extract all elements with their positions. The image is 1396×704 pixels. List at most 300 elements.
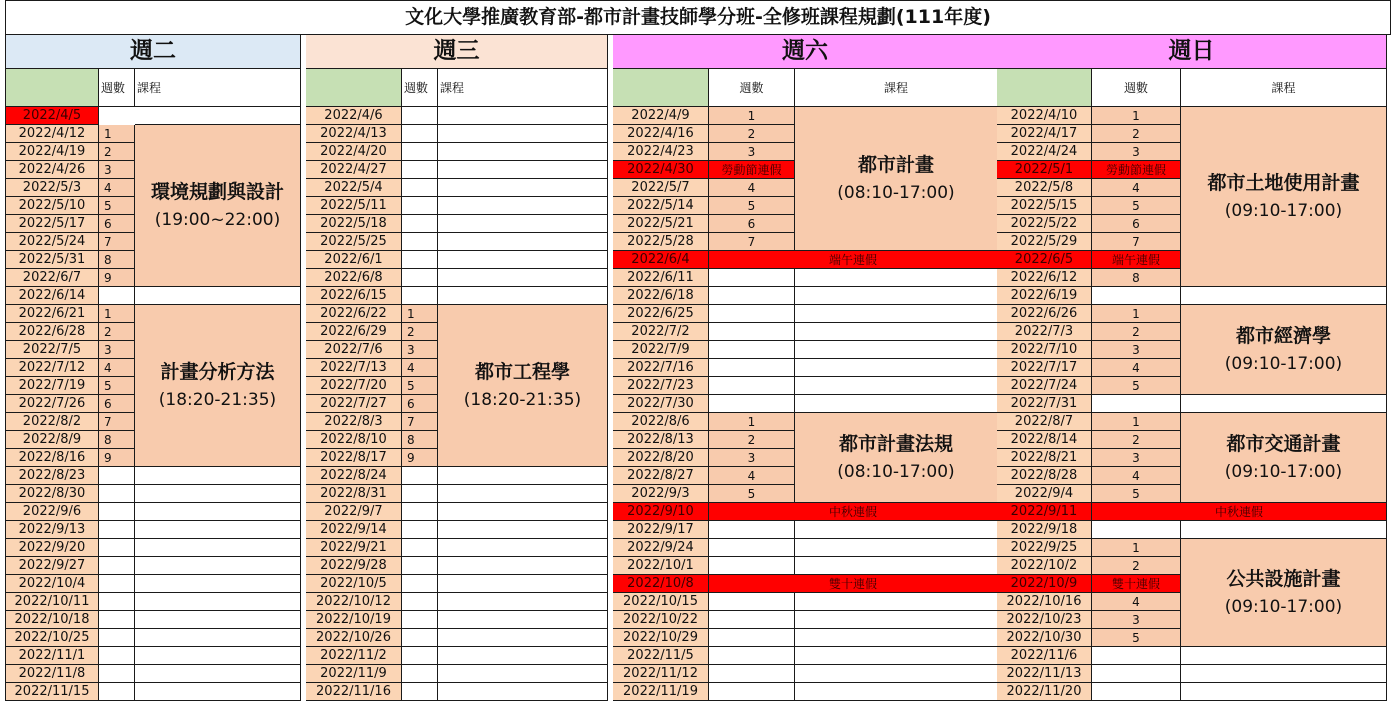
date-cell: 2022/6/21: [5, 305, 99, 323]
date-cell: 2022/6/15: [306, 287, 402, 305]
week-number: [99, 287, 135, 305]
week-number: [709, 287, 795, 305]
date-cell: 2022/6/25: [613, 305, 709, 323]
week-number: 1: [1092, 413, 1181, 431]
weeks-header: 週數: [709, 69, 795, 107]
date-cell: 2022/6/1: [306, 251, 402, 269]
date-cell: 2022/7/23: [613, 377, 709, 395]
week-number: 3: [99, 161, 135, 179]
course-header: 課程: [1181, 69, 1387, 107]
week-number: 8: [99, 251, 135, 269]
course-blank: [135, 557, 301, 575]
course-name: 公共設施計畫: [1226, 567, 1341, 590]
week-number: 4: [402, 359, 438, 377]
course-blank: [438, 593, 608, 611]
course-blank: [795, 539, 998, 557]
course-blank: [438, 161, 608, 179]
week-number: [709, 593, 795, 611]
week-number: [402, 197, 438, 215]
week-number: [402, 539, 438, 557]
date-cell: 2022/10/5: [306, 575, 402, 593]
holiday-label: 雙十連假: [709, 575, 998, 593]
week-number: [402, 269, 438, 287]
date-cell: 2022/5/3: [5, 179, 99, 197]
sheet-title: 文化大學推廣教育部-都市計畫技師學分班-全修班課程規劃(111年度): [5, 0, 1391, 35]
course-blank: [1181, 287, 1387, 305]
date-cell: 2022/8/21: [997, 449, 1092, 467]
date-cell: 2022/9/20: [5, 539, 99, 557]
course-time: (09:10-17:00): [1224, 353, 1343, 374]
date-cell: 2022/9/25: [997, 539, 1092, 557]
course-blank: [135, 485, 301, 503]
week-number: 9: [99, 449, 135, 467]
date-cell: 2022/8/9: [5, 431, 99, 449]
date-cell: 2022/5/18: [306, 215, 402, 233]
date-cell: 2022/5/31: [5, 251, 99, 269]
week-number: [709, 629, 795, 647]
course-time: (18:20-21:35): [463, 389, 582, 410]
date-cell: 2022/9/21: [306, 539, 402, 557]
week-number: [709, 521, 795, 539]
date-cell: 2022/4/20: [306, 143, 402, 161]
week-number: [1092, 287, 1181, 305]
course-blank: [1181, 395, 1387, 413]
weeks-header: 週數: [1092, 69, 1181, 107]
course-block: [1181, 305, 1387, 395]
week-number: [1092, 665, 1181, 683]
week-number: [709, 539, 795, 557]
week-number: [402, 125, 438, 143]
course-blank: [1181, 665, 1387, 683]
holiday-label: 端午連假: [1092, 251, 1181, 269]
week-number: 3: [1092, 611, 1181, 629]
week-number: 4: [709, 467, 795, 485]
week-number: 3: [709, 143, 795, 161]
date-cell: 2022/10/8: [613, 575, 709, 593]
weeks-header: 週數: [99, 69, 135, 107]
date-cell: 2022/9/6: [5, 503, 99, 521]
week-number: 3: [1092, 449, 1181, 467]
date-header-blank: [5, 69, 99, 107]
week-number: [1092, 521, 1181, 539]
date-cell: 2022/10/12: [306, 593, 402, 611]
date-cell: 2022/8/2: [5, 413, 99, 431]
course-block: [438, 305, 608, 467]
date-cell: 2022/9/28: [306, 557, 402, 575]
date-cell: 2022/9/4: [997, 485, 1092, 503]
date-cell: 2022/5/15: [997, 197, 1092, 215]
week-number: 5: [99, 377, 135, 395]
course-blank: [795, 629, 998, 647]
date-cell: 2022/9/13: [5, 521, 99, 539]
date-cell: 2022/11/13: [997, 665, 1092, 683]
day-header-sun: 週日: [997, 35, 1387, 69]
holiday-label: 勞動節連假: [1092, 161, 1181, 179]
weeks-header: 週數: [402, 69, 438, 107]
date-cell: 2022/10/19: [306, 611, 402, 629]
date-header-blank: [997, 69, 1092, 107]
course-blank: [135, 539, 301, 557]
course-blank: [795, 287, 998, 305]
date-cell: 2022/5/24: [5, 233, 99, 251]
week-number: 3: [1092, 143, 1181, 161]
course-block: [1181, 413, 1387, 503]
week-number: 4: [99, 359, 135, 377]
date-cell: 2022/4/16: [613, 125, 709, 143]
week-number: 4: [1092, 179, 1181, 197]
week-number: [402, 593, 438, 611]
date-cell: 2022/6/19: [997, 287, 1092, 305]
date-cell: 2022/8/7: [997, 413, 1092, 431]
course-blank: [795, 611, 998, 629]
date-cell: 2022/4/26: [5, 161, 99, 179]
date-cell: 2022/8/31: [306, 485, 402, 503]
course-blank: [438, 179, 608, 197]
course-blank: [795, 521, 998, 539]
week-number: [1092, 647, 1181, 665]
week-number: 1: [1092, 305, 1181, 323]
date-cell: 2022/7/27: [306, 395, 402, 413]
date-cell: 2022/7/26: [5, 395, 99, 413]
date-cell: 2022/6/22: [306, 305, 402, 323]
course-block: [135, 305, 301, 467]
course-blank: [438, 467, 608, 485]
course-blank: [795, 665, 998, 683]
week-number: [99, 593, 135, 611]
week-number: 5: [1092, 485, 1181, 503]
week-number: [709, 341, 795, 359]
course-header: 課程: [135, 69, 301, 107]
date-cell: 2022/5/4: [306, 179, 402, 197]
course-blank: [135, 521, 301, 539]
date-cell: 2022/4/13: [306, 125, 402, 143]
course-blank: [135, 665, 301, 683]
course-blank: [795, 647, 998, 665]
course-blank: [795, 395, 998, 413]
course-block: [795, 107, 998, 251]
date-cell: 2022/8/24: [306, 467, 402, 485]
date-cell: 2022/7/17: [997, 359, 1092, 377]
week-number: 1: [99, 125, 135, 143]
week-number: [99, 539, 135, 557]
date-cell: 2022/10/26: [306, 629, 402, 647]
date-cell: 2022/9/24: [613, 539, 709, 557]
course-time: (09:10-17:00): [1224, 200, 1343, 221]
course-blank: [438, 287, 608, 305]
date-cell: 2022/10/11: [5, 593, 99, 611]
course-blank: [1181, 647, 1387, 665]
week-number: 4: [709, 179, 795, 197]
date-cell: 2022/10/16: [997, 593, 1092, 611]
course-block: [1181, 539, 1387, 647]
date-cell: 2022/7/20: [306, 377, 402, 395]
date-cell: 2022/6/12: [997, 269, 1092, 287]
week-number: 5: [99, 197, 135, 215]
date-cell: 2022/11/1: [5, 647, 99, 665]
date-cell: 2022/4/27: [306, 161, 402, 179]
week-number: [402, 683, 438, 701]
week-number: [402, 629, 438, 647]
course-blank: [135, 683, 301, 701]
week-number: 6: [99, 395, 135, 413]
week-number: [709, 377, 795, 395]
week-number: 1: [99, 305, 135, 323]
course-name: 都市工程學: [474, 360, 570, 383]
date-cell: 2022/4/24: [997, 143, 1092, 161]
course-name: 都市計畫法規: [838, 432, 953, 455]
course-blank: [438, 197, 608, 215]
course-blank: [1181, 683, 1387, 701]
course-time: (09:10-17:00): [1224, 596, 1343, 617]
date-cell: 2022/7/9: [613, 341, 709, 359]
week-number: [709, 647, 795, 665]
course-time: (08:10-17:00): [837, 182, 955, 203]
week-number: [402, 665, 438, 683]
week-number: 3: [402, 341, 438, 359]
course-blank: [438, 647, 608, 665]
course-blank: [438, 485, 608, 503]
week-number: 2: [1092, 125, 1181, 143]
course-blank: [795, 593, 998, 611]
date-cell: 2022/11/15: [5, 683, 99, 701]
holiday-label: 勞動節連假: [709, 161, 795, 179]
date-cell: 2022/6/28: [5, 323, 99, 341]
date-cell: 2022/9/7: [306, 503, 402, 521]
week-number: [99, 665, 135, 683]
week-number: [402, 467, 438, 485]
date-cell: 2022/5/22: [997, 215, 1092, 233]
week-number: 7: [402, 413, 438, 431]
week-number: [99, 629, 135, 647]
course-blank: [795, 341, 998, 359]
week-number: 4: [1092, 593, 1181, 611]
week-number: 7: [709, 233, 795, 251]
week-number: 2: [709, 125, 795, 143]
date-cell: 2022/6/29: [306, 323, 402, 341]
date-cell: 2022/5/17: [5, 215, 99, 233]
course-blank: [135, 467, 301, 485]
date-cell: 2022/8/3: [306, 413, 402, 431]
day-header-tue: 週二: [5, 35, 301, 69]
course-blank: [438, 215, 608, 233]
week-number: [402, 503, 438, 521]
week-number: 5: [1092, 377, 1181, 395]
week-number: [99, 467, 135, 485]
date-cell: 2022/11/20: [997, 683, 1092, 701]
week-number: [402, 575, 438, 593]
date-cell: 2022/4/5: [5, 107, 99, 125]
week-number: 7: [1092, 233, 1181, 251]
week-number: [709, 611, 795, 629]
date-cell: 2022/7/6: [306, 341, 402, 359]
week-number: [99, 521, 135, 539]
week-number: 9: [402, 449, 438, 467]
course-blank: [438, 683, 608, 701]
date-cell: 2022/8/20: [613, 449, 709, 467]
date-cell: 2022/6/5: [997, 251, 1092, 269]
date-cell: 2022/4/19: [5, 143, 99, 161]
week-number: [709, 305, 795, 323]
course-blank: [1181, 521, 1387, 539]
week-number: [99, 647, 135, 665]
date-cell: 2022/5/11: [306, 197, 402, 215]
holiday-label: 端午連假: [709, 251, 998, 269]
date-cell: 2022/10/9: [997, 575, 1092, 593]
course-blank: [438, 503, 608, 521]
date-cell: 2022/9/17: [613, 521, 709, 539]
course-blank: [795, 683, 998, 701]
course-blank: [438, 629, 608, 647]
date-cell: 2022/11/19: [613, 683, 709, 701]
course-name: 環境規劃與設計: [150, 180, 284, 203]
week-number: [402, 647, 438, 665]
course-time: (18:20-21:35): [158, 389, 277, 410]
week-number: 2: [402, 323, 438, 341]
week-number: 1: [709, 413, 795, 431]
date-cell: 2022/8/17: [306, 449, 402, 467]
course-blank: [438, 521, 608, 539]
week-number: 7: [99, 413, 135, 431]
course-blank: [438, 125, 608, 143]
course-time: (08:10-17:00): [837, 461, 955, 482]
date-cell: 2022/10/30: [997, 629, 1092, 647]
holiday-label: 中秋連假: [709, 503, 998, 521]
date-cell: 2022/8/6: [613, 413, 709, 431]
date-cell: 2022/4/9: [613, 107, 709, 125]
date-cell: 2022/11/8: [5, 665, 99, 683]
date-cell: 2022/7/13: [306, 359, 402, 377]
week-number: 5: [709, 197, 795, 215]
course-blank: [795, 377, 998, 395]
week-number: [402, 287, 438, 305]
date-cell: 2022/5/1: [997, 161, 1092, 179]
date-cell: 2022/7/12: [5, 359, 99, 377]
date-cell: 2022/4/6: [306, 107, 402, 125]
date-cell: 2022/7/2: [613, 323, 709, 341]
date-cell: 2022/4/30: [613, 161, 709, 179]
date-cell: 2022/10/29: [613, 629, 709, 647]
week-number: [402, 521, 438, 539]
date-cell: 2022/7/10: [997, 341, 1092, 359]
date-cell: 2022/7/16: [613, 359, 709, 377]
week-number: [709, 665, 795, 683]
week-number: [99, 503, 135, 521]
course-name: 都市交通計畫: [1226, 432, 1341, 455]
week-number: [99, 611, 135, 629]
week-number: [99, 683, 135, 701]
course-time: (09:10-17:00): [1224, 461, 1343, 482]
week-number: 8: [99, 431, 135, 449]
course-name: 都市經濟學: [1235, 324, 1331, 347]
date-cell: 2022/10/18: [5, 611, 99, 629]
week-number: [99, 485, 135, 503]
week-number: [402, 179, 438, 197]
date-cell: 2022/4/12: [5, 125, 99, 143]
week-number: 6: [709, 215, 795, 233]
date-cell: 2022/5/7: [613, 179, 709, 197]
week-number: 2: [99, 143, 135, 161]
week-number: [402, 251, 438, 269]
course-blank: [795, 269, 998, 287]
week-number: 1: [402, 305, 438, 323]
week-number: 2: [1092, 431, 1181, 449]
course-blank: [438, 539, 608, 557]
course-name: 都市土地使用計畫: [1207, 171, 1360, 194]
week-number: 6: [1092, 215, 1181, 233]
date-cell: 2022/10/25: [5, 629, 99, 647]
date-cell: 2022/9/10: [613, 503, 709, 521]
date-cell: 2022/8/10: [306, 431, 402, 449]
date-cell: 2022/10/1: [613, 557, 709, 575]
week-number: [1092, 395, 1181, 413]
date-cell: 2022/8/28: [997, 467, 1092, 485]
date-cell: 2022/8/13: [613, 431, 709, 449]
course-blank: [438, 665, 608, 683]
date-cell: 2022/7/31: [997, 395, 1092, 413]
course-blank: [438, 557, 608, 575]
course-blank: [135, 287, 301, 305]
course-blank: [438, 575, 608, 593]
date-cell: 2022/6/18: [613, 287, 709, 305]
week-number: [709, 683, 795, 701]
date-cell: 2022/11/12: [613, 665, 709, 683]
week-number: [99, 557, 135, 575]
date-cell: 2022/9/3: [613, 485, 709, 503]
course-blank: [135, 629, 301, 647]
date-cell: 2022/8/16: [5, 449, 99, 467]
date-cell: 2022/7/24: [997, 377, 1092, 395]
week-number: 8: [1092, 269, 1181, 287]
week-number: 2: [1092, 557, 1181, 575]
week-number: [99, 575, 135, 593]
week-number: 4: [99, 179, 135, 197]
date-cell: 2022/9/11: [997, 503, 1092, 521]
date-header-blank: [613, 69, 709, 107]
date-cell: 2022/6/11: [613, 269, 709, 287]
week-number: [402, 143, 438, 161]
week-number: 1: [709, 107, 795, 125]
date-cell: 2022/4/23: [613, 143, 709, 161]
date-cell: 2022/11/16: [306, 683, 402, 701]
date-cell: 2022/10/2: [997, 557, 1092, 575]
course-header: 課程: [795, 69, 998, 107]
week-number: 8: [402, 431, 438, 449]
week-number: 3: [709, 449, 795, 467]
course-blank: [135, 611, 301, 629]
date-cell: 2022/7/3: [997, 323, 1092, 341]
week-number: [402, 161, 438, 179]
week-number: [709, 323, 795, 341]
date-cell: 2022/5/21: [613, 215, 709, 233]
week-number: [1092, 683, 1181, 701]
date-cell: 2022/11/5: [613, 647, 709, 665]
week-number: 2: [709, 431, 795, 449]
day-header-wed: 週三: [306, 35, 608, 69]
week-number: 2: [99, 323, 135, 341]
date-cell: 2022/6/14: [5, 287, 99, 305]
date-cell: 2022/7/30: [613, 395, 709, 413]
course-blank: [438, 269, 608, 287]
date-cell: 2022/9/18: [997, 521, 1092, 539]
course-blank: [438, 107, 608, 125]
week-number: [402, 611, 438, 629]
week-number: [402, 485, 438, 503]
course-blank: [438, 233, 608, 251]
date-cell: 2022/4/17: [997, 125, 1092, 143]
date-cell: 2022/7/19: [5, 377, 99, 395]
course-blank: [135, 647, 301, 665]
date-cell: 2022/8/27: [613, 467, 709, 485]
